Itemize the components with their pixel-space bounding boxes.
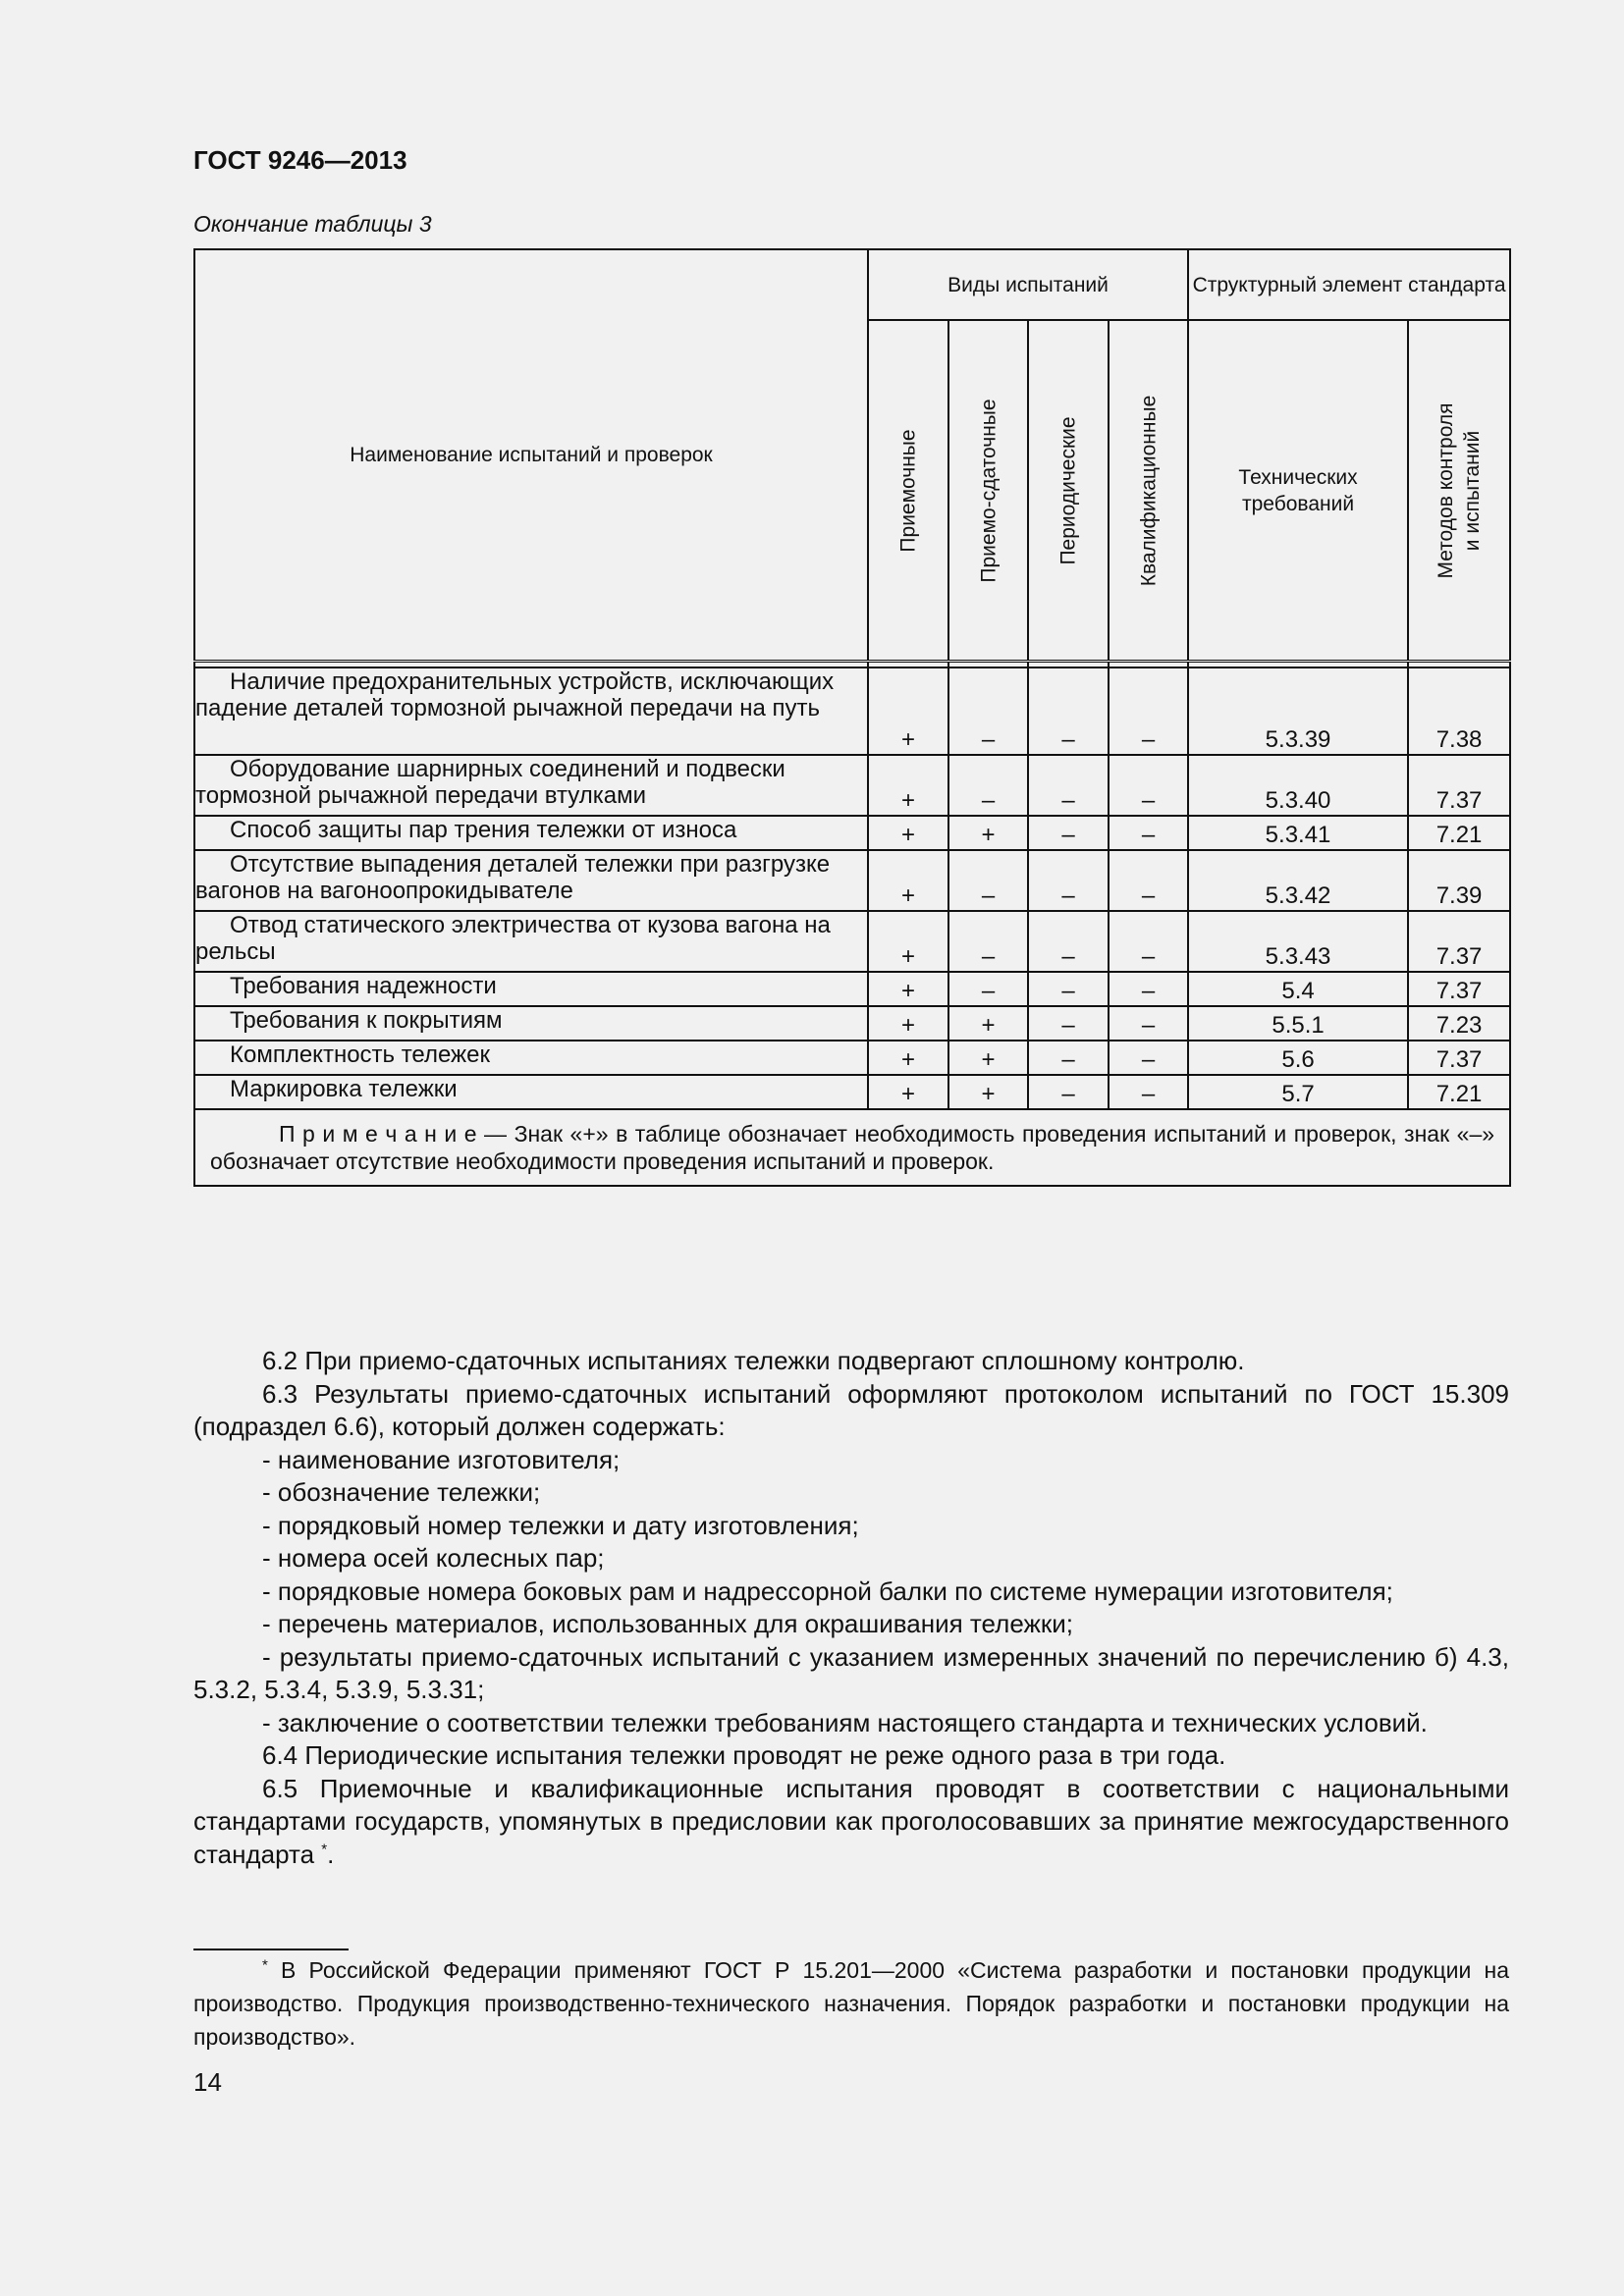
cell-test-name: Отсутствие выпадения деталей тележки при разгрузке вагонов на вагоноопрокидывателе bbox=[194, 850, 868, 911]
table-row bbox=[194, 1006, 1510, 1041]
cell-tech-requirements: 5.3.42 bbox=[1188, 850, 1408, 911]
footnote-reference[interactable]: * bbox=[321, 1840, 328, 1857]
footnote bbox=[193, 1953, 1509, 2054]
body-text bbox=[193, 1345, 1509, 1871]
cell-acceptance-delivery: + bbox=[948, 1006, 1028, 1041]
cell-tech-requirements: 5.4 bbox=[1188, 972, 1408, 1006]
cell-tech-requirements: 5.3.40 bbox=[1188, 755, 1408, 816]
cell-acceptance: + bbox=[868, 755, 948, 816]
table-caption: Окончание таблицы 3 bbox=[193, 211, 432, 237]
cell-acceptance: + bbox=[868, 1041, 948, 1075]
cell-test-name: Наличие предохранительных устройств, исключающих падение деталей тормозной рычажной передачи на путь bbox=[194, 667, 868, 755]
table-note-row bbox=[194, 1109, 1510, 1186]
cell-periodic: – bbox=[1028, 1041, 1109, 1075]
table-row bbox=[194, 911, 1510, 972]
paragraph-6-5 bbox=[193, 1773, 1509, 1872]
table-row bbox=[194, 755, 1510, 816]
cell-qualification: – bbox=[1109, 755, 1188, 816]
cell-acceptance-delivery: – bbox=[948, 972, 1028, 1006]
cell-acceptance: + bbox=[868, 850, 948, 911]
list-item: - порядковые номера боковых рам и надрессорной балки по системе нумерации изготовителя; bbox=[262, 1575, 1393, 1606]
cell-acceptance: + bbox=[868, 1075, 948, 1109]
list-item: - номера осей колесных пар; bbox=[262, 1543, 605, 1573]
cell-acceptance-delivery: + bbox=[948, 1075, 1028, 1109]
table-row bbox=[194, 1041, 1510, 1075]
footnote-text: В Российской Федерации применяют ГОСТ Р 15.201—2000 «Система разработки и постановки продукции на производство. Продукция производственно-технического назначения. Порядок разработки и постановки продукции на производство». bbox=[193, 1957, 1509, 2050]
cell-qualification: – bbox=[1109, 667, 1188, 755]
cell-acceptance: + bbox=[868, 911, 948, 972]
cell-tech-requirements: 5.5.1 bbox=[1188, 1006, 1408, 1041]
cell-qualification: – bbox=[1109, 1075, 1188, 1109]
cell-acceptance-delivery: – bbox=[948, 850, 1028, 911]
cell-acceptance: + bbox=[868, 972, 948, 1006]
table-note bbox=[194, 1109, 1510, 1186]
cell-qualification: – bbox=[1109, 816, 1188, 850]
cell-periodic: – bbox=[1028, 1075, 1109, 1109]
cell-acceptance: + bbox=[868, 1006, 948, 1041]
cell-test-name: Отвод статического электричества от кузова вагона на рельсы bbox=[194, 911, 868, 972]
list-item: - результаты приемо-сдаточных испытаний с указанием измеренных значений по перечислению б) 4.3, 5.3.2, 5.3.4, 5.3.9, 5.3.31; bbox=[193, 1641, 1509, 1704]
list-item: - наименование изготовителя; bbox=[262, 1444, 621, 1474]
table-row bbox=[194, 667, 1510, 755]
header-periodic: Периодические bbox=[1028, 320, 1109, 662]
cell-tech-requirements: 5.3.41 bbox=[1188, 816, 1408, 850]
cell-acceptance-delivery: + bbox=[948, 1041, 1028, 1075]
footnote-mark: * bbox=[262, 1956, 268, 1974]
table-row bbox=[194, 816, 1510, 850]
cell-tech-requirements: 5.3.39 bbox=[1188, 667, 1408, 755]
cell-methods: 7.23 bbox=[1408, 1006, 1510, 1041]
cell-methods: 7.37 bbox=[1408, 755, 1510, 816]
cell-methods: 7.37 bbox=[1408, 911, 1510, 972]
cell-periodic: – bbox=[1028, 755, 1109, 816]
cell-methods: 7.21 bbox=[1408, 816, 1510, 850]
list-item: - порядковый номер тележки и дату изготовления; bbox=[262, 1510, 859, 1540]
cell-periodic: – bbox=[1028, 1006, 1109, 1041]
cell-periodic: – bbox=[1028, 972, 1109, 1006]
cell-tech-requirements: 5.3.43 bbox=[1188, 911, 1408, 972]
cell-tech-requirements: 5.6 bbox=[1188, 1041, 1408, 1075]
cell-acceptance-delivery: + bbox=[948, 816, 1028, 850]
cell-tech-requirements: 5.7 bbox=[1188, 1075, 1408, 1109]
cell-methods: 7.37 bbox=[1408, 972, 1510, 1006]
cell-acceptance: + bbox=[868, 667, 948, 755]
cell-periodic: – bbox=[1028, 667, 1109, 755]
header-methods: Методов контроля и испытаний bbox=[1408, 320, 1510, 662]
table-note-text: П р и м е ч а н и е — Знак «+» в таблице обозначает необходимость проведения испытаний и проверок, знак «–» обозначает отсутствие необходимости проведения испытаний и проверок. bbox=[210, 1121, 1495, 1174]
cell-acceptance-delivery: – bbox=[948, 667, 1028, 755]
header-acceptance-delivery: Приемо-сдаточные bbox=[948, 320, 1028, 662]
header-tech-requirements: Технических требований bbox=[1188, 320, 1408, 662]
cell-qualification: – bbox=[1109, 972, 1188, 1006]
page-number: 14 bbox=[193, 2067, 222, 2097]
cell-acceptance-delivery: – bbox=[948, 911, 1028, 972]
cell-test-name: Оборудование шарнирных соединений и подвески тормозной рычажной передачи втулками bbox=[194, 755, 868, 816]
header-acceptance: Приемочные bbox=[868, 320, 948, 662]
cell-methods: 7.21 bbox=[1408, 1075, 1510, 1109]
header-test-name: Наименование испытаний и проверок bbox=[194, 249, 868, 662]
paragraph-6-2: 6.2 При приемо-сдаточных испытаниях тележки подвергают сплошному контролю. bbox=[262, 1346, 1245, 1375]
cell-test-name: Требования надежности bbox=[194, 972, 868, 1006]
table-row bbox=[194, 850, 1510, 911]
cell-qualification: – bbox=[1109, 1041, 1188, 1075]
list-item: - заключение о соответствии тележки требованиям настоящего стандарта и технических условий. bbox=[262, 1707, 1428, 1737]
cell-test-name: Маркировка тележки bbox=[194, 1075, 868, 1109]
document-title: ГОСТ 9246—2013 bbox=[193, 145, 407, 175]
table-row bbox=[194, 972, 1510, 1006]
list-item: - перечень материалов, использованных для окрашивания тележки; bbox=[262, 1609, 1073, 1638]
cell-methods: 7.37 bbox=[1408, 1041, 1510, 1075]
table-row bbox=[194, 1075, 1510, 1109]
paragraph-6-3: 6.3 Результаты приемо-сдаточных испытаний оформляют протоколом испытаний по ГОСТ 15.309 (подраздел 6.6), который должен содержать: bbox=[193, 1378, 1509, 1441]
paragraph-6-5-text: 6.5 Приемочные и квалификационные испытания проводят в соответствии с национальными стандартами государств, упомянутых в предисловии как проголосовавших за принятие межгосударственного стандарта bbox=[193, 1773, 1509, 1869]
cell-qualification: – bbox=[1109, 1006, 1188, 1041]
paragraph-6-5-end: . bbox=[327, 1839, 335, 1869]
cell-periodic: – bbox=[1028, 911, 1109, 972]
cell-test-name: Комплектность тележек bbox=[194, 1041, 868, 1075]
list-item: - обозначение тележки; bbox=[262, 1477, 541, 1507]
cell-methods: 7.38 bbox=[1408, 667, 1510, 755]
header-test-types: Виды испытаний bbox=[868, 249, 1188, 320]
header-structural-element: Структурный элемент стандарта bbox=[1188, 249, 1510, 320]
cell-acceptance-delivery: – bbox=[948, 755, 1028, 816]
cell-periodic: – bbox=[1028, 850, 1109, 911]
cell-test-name: Способ защиты пар трения тележки от износа bbox=[194, 816, 868, 850]
cell-periodic: – bbox=[1028, 816, 1109, 850]
cell-test-name: Требования к покрытиям bbox=[194, 1006, 868, 1041]
header-qualification: Квалификационные bbox=[1109, 320, 1188, 662]
cell-qualification: – bbox=[1109, 850, 1188, 911]
cell-acceptance: + bbox=[868, 816, 948, 850]
cell-qualification: – bbox=[1109, 911, 1188, 972]
footnote-divider bbox=[193, 1949, 349, 1950]
tests-table bbox=[193, 248, 1511, 1187]
paragraph-6-4: 6.4 Периодические испытания тележки проводят не реже одного раза в три года. bbox=[262, 1740, 1226, 1770]
cell-methods: 7.39 bbox=[1408, 850, 1510, 911]
